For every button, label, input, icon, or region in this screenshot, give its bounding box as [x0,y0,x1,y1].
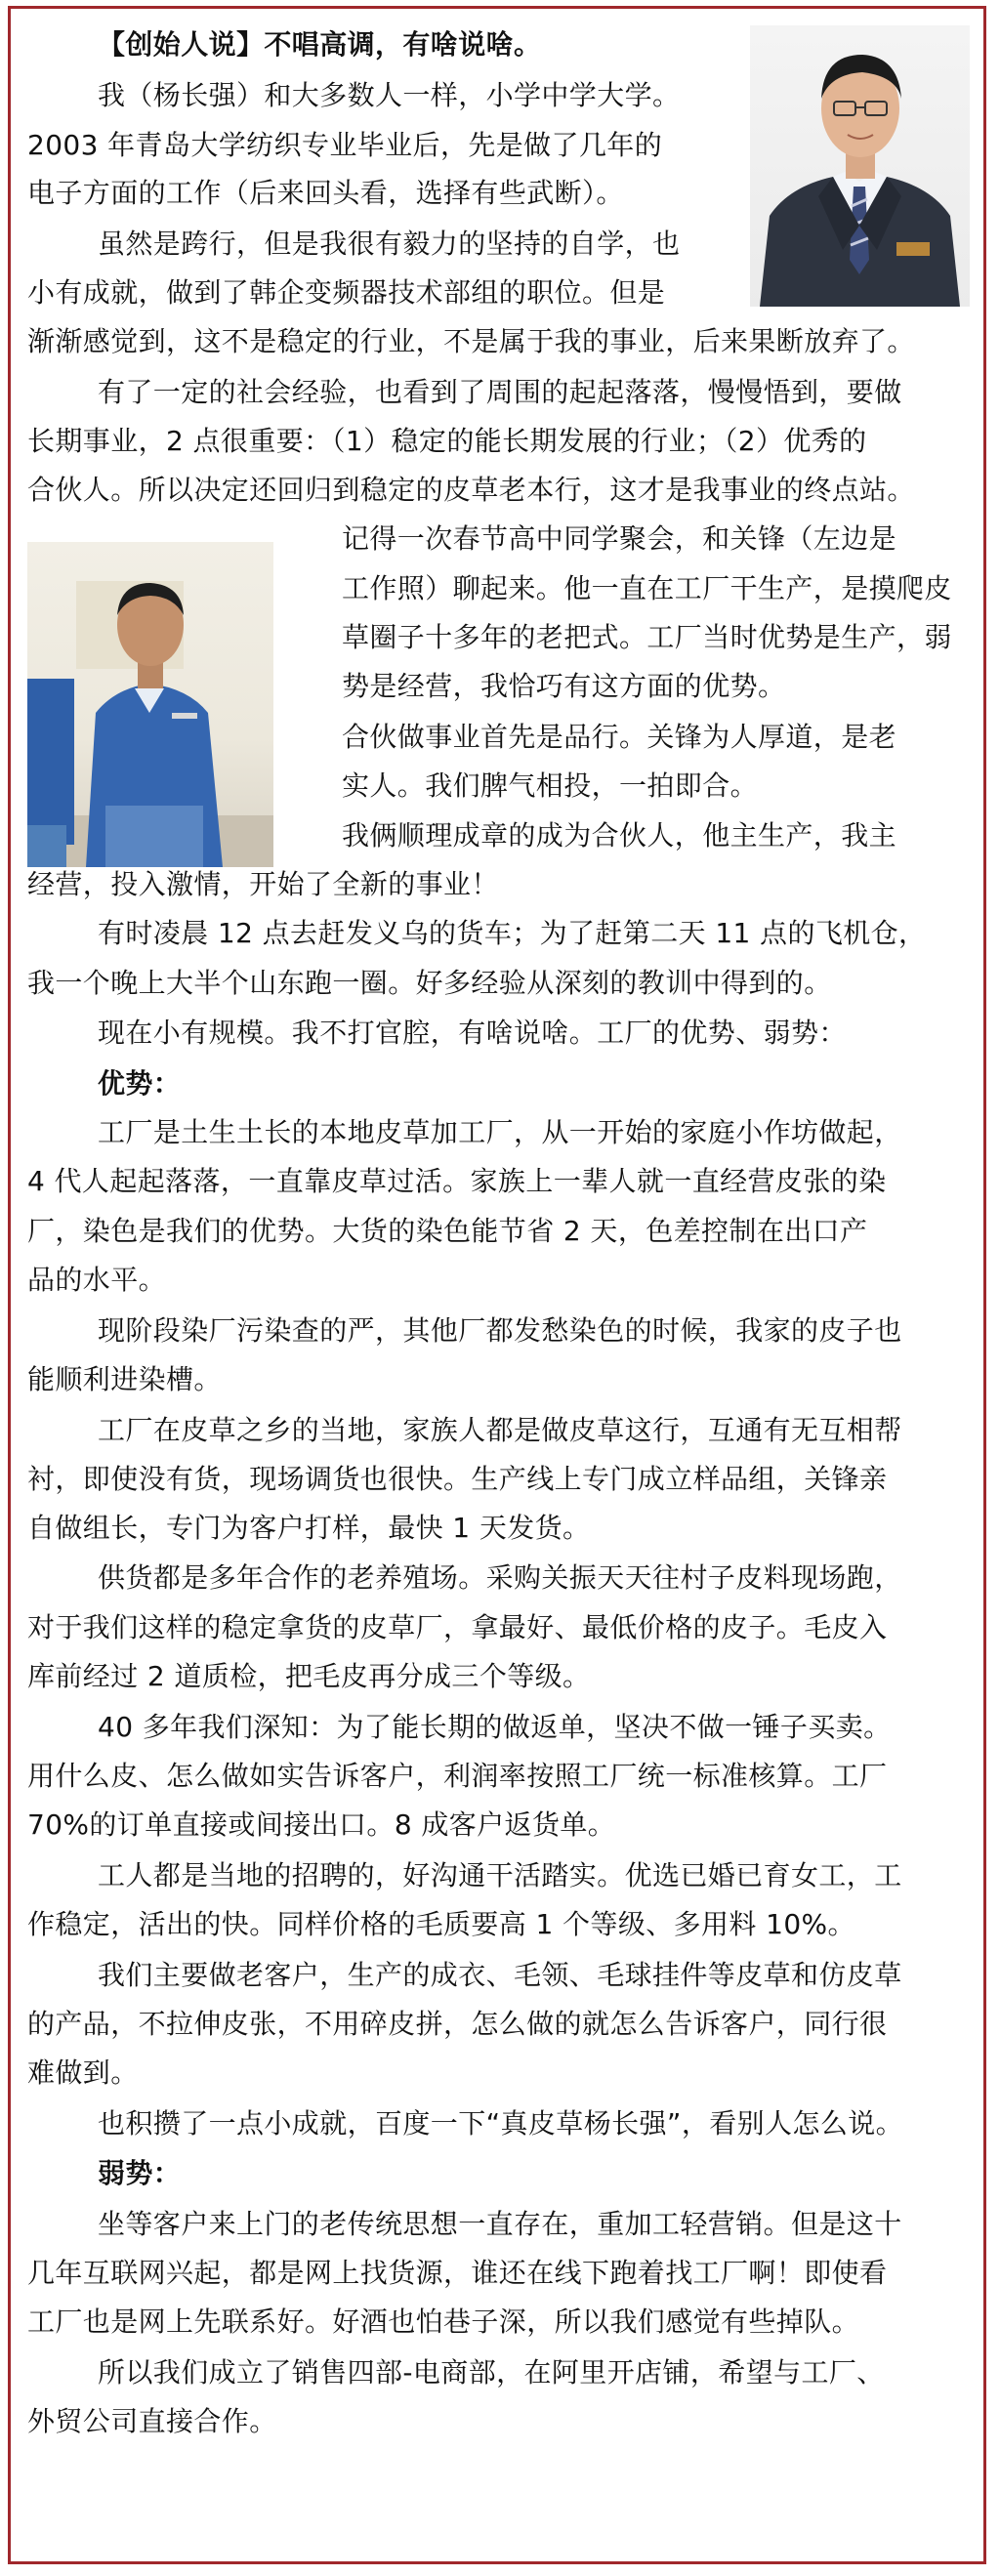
text-line: 长期事业，2 点很重要：（1）稳定的能长期发展的行业；（2）优秀的 [27,425,867,457]
text-line: 虽然是跨行，但是我很有毅力的坚持的自学，也 [98,228,681,260]
text-line: 草圈子十多年的老把式。工厂当时优势是生产，弱 [342,621,952,653]
text-line: 也积攒了一点小成就，百度一下“真皮草杨长强”，看别人怎么说。 [98,2107,904,2140]
text-line: 4 代人起起落落，一直靠皮草过活。家族上一辈人就一直经营皮张的染 [27,1165,887,1197]
text-line: 我们主要做老客户，生产的成衣、毛领、毛球挂件等皮草和仿皮草 [98,1959,902,1991]
text-line: 对于我们这样的稳定拿货的皮草厂，拿最好、最低价格的皮子。毛皮入 [27,1611,888,1643]
text-line: 的产品，不拉伸皮张，不用碎皮拼，怎么做的就怎么告诉客户，同行很 [27,2008,888,2040]
text-line: 衬，即使没有货，现场调货也很快。生产线上专门成立样品组，关锋亲 [27,1463,888,1495]
text-line: 工厂是土生土长的本地皮草加工厂，从一开始的家庭小作坊做起， [98,1116,902,1148]
text-line: 作稳定，活出的快。同样价格的毛质要高 1 个等级、多用料 10%。 [27,1908,855,1940]
text-line: 渐渐感觉到，这不是稳定的行业，不是属于我的事业，后来果断放弃了。 [27,325,915,357]
text-line: 小有成就，做到了韩企变频器技术部组的职位。但是 [27,276,666,309]
text-line: 坐等客户来上门的老传统思想一直存在，重加工轻营销。但是这十 [98,2208,902,2240]
text-line: 合伙人。所以决定还回归到稳定的皮草老本行，这才是我事业的终点站。 [27,474,915,506]
text-line: 自做组长，专门为客户打样，最快 1 天发货。 [27,1512,591,1544]
partner-portrait-photo [27,542,273,867]
text-line: 能顺利进染槽。 [27,1363,222,1395]
text-line: 工作照）聊起来。他一直在工厂干生产，是摸爬皮 [342,572,952,604]
text-line: 我一个晚上大半个山东跑一圈。好多经验从深刻的教训中得到的。 [27,967,832,999]
text-line: 供货都是多年合作的老养殖场。采购关振天天往村子皮料现场跑， [98,1561,902,1594]
text-line: 厂，染色是我们的优势。大货的染色能节省 2 天，色差控制在出口产 [27,1215,868,1247]
text-line: 工人都是当地的招聘的，好沟通干活踏实。优选已婚已育女工，工 [98,1859,902,1891]
text-line: 现在小有规模。我不打官腔，有啥说啥。工厂的优势、弱势： [98,1017,847,1049]
text-line: 40 多年我们深知：为了能长期的做返单，坚决不做一锤子买卖。 [98,1711,892,1743]
text-line: 现阶段染厂污染查的严，其他厂都发愁染色的时候，我家的皮子也 [98,1314,902,1347]
text-line: 合伙做事业首先是品行。关锋为人厚道，是老 [342,721,897,753]
text-line: 几年互联网兴起，都是网上找货源，谁还在线下跑着找工厂啊！即使看 [27,2257,888,2289]
text-line: 势是经营，我恰巧有这方面的优势。 [342,670,786,702]
text-line: 记得一次春节高中同学聚会，和关锋（左边是 [342,522,897,555]
text-line: 库前经过 2 道质检，把毛皮再分成三个等级。 [27,1660,591,1692]
text-line: 实人。我们脾气相投，一拍即合。 [342,769,759,802]
text-line: 我俩顺理成章的成为合伙人，他主生产，我主 [342,819,897,852]
text-line: 品的水平。 [27,1264,167,1296]
founder-portrait-photo [750,25,970,307]
text-line: 电子方面的工作（后来回头看，选择有些武断）。 [27,177,624,209]
text-line: 外贸公司直接合作。 [27,2405,277,2437]
text-line: 工厂在皮草之乡的当地，家族人都是做皮草这行，互通有无互相帮 [98,1414,902,1446]
section-heading: 弱势： [98,2157,182,2189]
text-line: 2003 年青岛大学纺织专业毕业后，先是做了几年的 [27,129,663,161]
text-line: 工厂也是网上先联系好。好酒也怕巷子深，所以我们感觉有些掉队。 [27,2306,860,2338]
text-line: 难做到。 [27,2057,139,2089]
text-line: 70%的订单直接或间接出口。8 成客户返货单。 [27,1808,616,1841]
text-line: 所以我们成立了销售四部-电商部，在阿里开店铺，希望与工厂、 [98,2356,885,2389]
article-heading: 【创始人说】不唱高调，有啥说啥。 [98,28,542,61]
text-line: 用什么皮、怎么做如实告诉客户，利润率按照工厂统一标准核算。工厂 [27,1760,888,1792]
text-line: 经营，投入激情，开始了全新的事业！ [27,868,499,900]
text-line: 有时凌晨 12 点去赶发义乌的货车；为了赶第二天 11 点的飞机仓， [98,917,927,949]
text-line: 有了一定的社会经验，也看到了周围的起起落落，慢慢悟到，要做 [98,376,902,408]
text-line: 我（杨长强）和大多数人一样，小学中学大学。 [98,79,681,111]
section-heading: 优势： [98,1067,182,1100]
